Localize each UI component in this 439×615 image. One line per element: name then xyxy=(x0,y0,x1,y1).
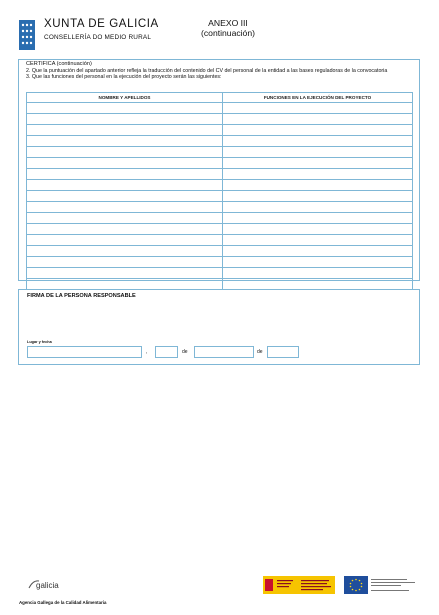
name-cell[interactable] xyxy=(27,136,223,147)
name-cell[interactable] xyxy=(27,180,223,191)
name-cell[interactable] xyxy=(27,279,223,290)
functions-cell[interactable] xyxy=(223,103,413,114)
functions-cell[interactable] xyxy=(223,213,413,224)
name-cell[interactable] xyxy=(27,169,223,180)
certification-heading: CERTIFICA (continuación) xyxy=(26,61,92,67)
functions-cell[interactable] xyxy=(223,158,413,169)
eu-flag-logo-icon xyxy=(344,576,418,594)
table-row xyxy=(27,114,413,125)
date-separator-de: de xyxy=(182,349,188,355)
name-cell[interactable] xyxy=(27,114,223,125)
year-field[interactable] xyxy=(267,346,299,358)
table-row xyxy=(27,202,413,213)
table-row xyxy=(27,268,413,279)
table-row xyxy=(27,191,413,202)
table-body xyxy=(27,103,413,290)
table-row xyxy=(27,235,413,246)
date-separator-de: de xyxy=(257,349,263,355)
place-field[interactable] xyxy=(27,346,142,358)
table-row xyxy=(27,169,413,180)
name-cell[interactable] xyxy=(27,125,223,136)
functions-cell[interactable] xyxy=(223,191,413,202)
table-header-row xyxy=(27,93,413,103)
functions-cell[interactable] xyxy=(223,125,413,136)
column-header-functions: FUNCIONES EN LA EJECUCIÓN DEL PROYECTO xyxy=(223,93,413,103)
date-separator-comma: , xyxy=(146,349,148,355)
annex-title xyxy=(168,18,288,38)
name-cell[interactable] xyxy=(27,202,223,213)
spain-government-logo-icon xyxy=(263,576,335,594)
annex-title-sub: (continuación) xyxy=(201,28,255,38)
footer-agency-name: Agencia Gallega de la Calidad Alimentaria xyxy=(19,600,107,605)
functions-cell[interactable] xyxy=(223,224,413,235)
functions-cell[interactable] xyxy=(223,114,413,125)
name-cell[interactable] xyxy=(27,191,223,202)
table-row xyxy=(27,180,413,191)
footer-logo-text: galicia xyxy=(36,581,59,590)
column-header-name: NOMBRE Y APELLIDOS xyxy=(27,93,223,103)
table-row xyxy=(27,246,413,257)
name-cell[interactable] xyxy=(27,257,223,268)
table-row xyxy=(27,213,413,224)
functions-cell[interactable] xyxy=(223,268,413,279)
annex-title-main: ANEXO III xyxy=(208,18,248,28)
name-cell[interactable] xyxy=(27,158,223,169)
table-row xyxy=(27,136,413,147)
name-cell[interactable] xyxy=(27,268,223,279)
xunta-logo-icon xyxy=(19,20,35,50)
functions-cell[interactable] xyxy=(223,136,413,147)
certification-text xyxy=(26,61,416,81)
name-cell[interactable] xyxy=(27,246,223,257)
table-row xyxy=(27,147,413,158)
functions-cell[interactable] xyxy=(223,235,413,246)
functions-cell[interactable] xyxy=(223,257,413,268)
staff-functions-table xyxy=(26,92,413,290)
month-field[interactable] xyxy=(194,346,254,358)
functions-cell[interactable] xyxy=(223,202,413,213)
department-name: CONSELLERÍA DO MEDIO RURAL xyxy=(44,34,152,41)
table-row xyxy=(27,158,413,169)
table-row xyxy=(27,257,413,268)
certification-item-2: 2. Que la puntuación del apartado anterior refleja la traducción del contenido del CV del personal de la entidad a las bases reguladoras de la convocatoria xyxy=(26,67,388,74)
day-field[interactable] xyxy=(155,346,178,358)
galicia-footer-logo-icon xyxy=(27,578,67,590)
certification-item-3: 3. Que las funciones del personal en la ejecución del proyecto serán las siguientes: xyxy=(26,74,222,81)
table-row xyxy=(27,103,413,114)
functions-cell[interactable] xyxy=(223,246,413,257)
table-row xyxy=(27,224,413,235)
table-row xyxy=(27,279,413,290)
functions-cell[interactable] xyxy=(223,180,413,191)
table-row xyxy=(27,125,413,136)
place-date-label: Lugar y fecha xyxy=(27,340,52,344)
org-name: XUNTA DE GALICIA xyxy=(44,18,159,30)
functions-cell[interactable] xyxy=(223,147,413,158)
name-cell[interactable] xyxy=(27,235,223,246)
functions-cell[interactable] xyxy=(223,169,413,180)
name-cell[interactable] xyxy=(27,103,223,114)
name-cell[interactable] xyxy=(27,213,223,224)
name-cell[interactable] xyxy=(27,224,223,235)
functions-cell[interactable] xyxy=(223,279,413,290)
name-cell[interactable] xyxy=(27,147,223,158)
signature-title: FIRMA DE LA PERSONA RESPONSABLE xyxy=(27,293,136,299)
